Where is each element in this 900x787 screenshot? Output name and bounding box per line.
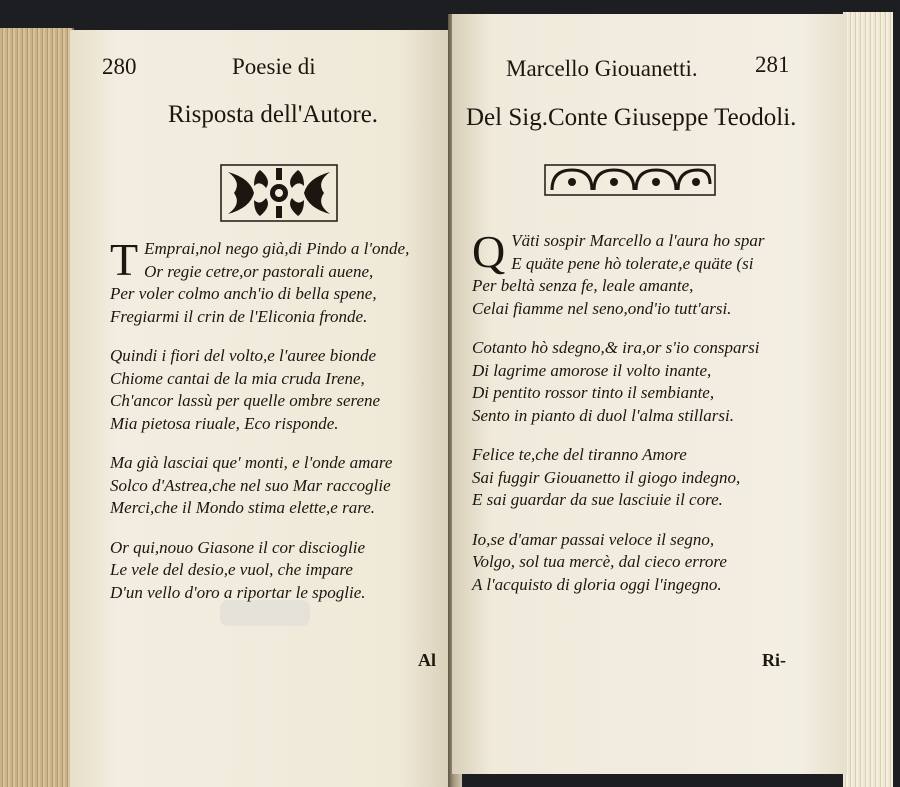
- verse-line: Per beltà senza fe, leale amante,: [472, 276, 694, 295]
- stanza: [110, 537, 455, 605]
- verse-line: Di lagrime amorose il volto inante,: [472, 360, 712, 380]
- verse-line: E quäte pene hò tolerate,e quäte (si: [511, 253, 754, 273]
- drop-cap: Q: [472, 226, 506, 277]
- right-page-edges: [843, 12, 893, 787]
- right-page: [452, 14, 847, 774]
- verse-line: A l'acquisto di gloria oggi l'ingegno.: [472, 574, 722, 594]
- verse-line: Merci,che il Mondo stima elette,e rare.: [110, 498, 375, 517]
- drop-cap: T: [110, 234, 139, 285]
- verse-line: Solco d'Astrea,che nel suo Mar raccoglie: [110, 475, 391, 495]
- stanza: [110, 345, 455, 435]
- verse-line: Sai fuggir Giouanetto il giogo indegno,: [472, 467, 741, 487]
- verse-line: Fregiarmi il crin de l'Eliconia fronde.: [110, 306, 368, 326]
- stanza: [110, 234, 455, 328]
- verse-line: Cotanto hò sdegno,& ira,or s'io consparsi: [472, 338, 760, 357]
- verse-line: Di pentito rossor tinto il sembiante,: [472, 383, 715, 402]
- running-head: Poesie di: [232, 54, 316, 79]
- verse-line: Ma già lasciai que' monti, e l'onde amare: [110, 453, 393, 472]
- stanza: [472, 337, 840, 427]
- verse-line: Celai fiamme nel seno,ond'io tutt'arsi.: [472, 298, 732, 318]
- page-number: 281: [755, 52, 790, 77]
- fleuron-ornament: [220, 164, 338, 222]
- verse-line: Emprai,nol nego già,di Pindo a l'onde,: [144, 239, 410, 258]
- sonnet: [110, 234, 455, 621]
- page-number: 280: [102, 54, 137, 79]
- stanza: [472, 444, 840, 512]
- sonnet: [472, 226, 840, 613]
- verse-line: Per voler colmo anch'io di bella spene,: [110, 284, 377, 303]
- verse-line: Io,se d'amar passai veloce il segno,: [472, 529, 715, 549]
- verse-line: Volgo, sol tua mercè, dal cieco errore: [472, 552, 727, 571]
- catchword: Ri-: [762, 650, 786, 670]
- verse-line: Mia pietosa riuale, Eco risponde.: [110, 413, 339, 433]
- verse-line: Quindi i fiori del volto,e l'auree bionde: [110, 346, 376, 365]
- left-page: [70, 30, 458, 787]
- verse-line: Le vele del desio,e vuol, che impare: [110, 560, 353, 579]
- verse-line: Väti sospir Marcello a l'aura ho spar: [511, 231, 765, 250]
- verse-line: Or regie cetre,or pastorali auene,: [144, 261, 374, 281]
- verse-line: Chiome cantai de la mia cruda Irene,: [110, 368, 365, 388]
- poem-title: Del Sig.Conte Giuseppe Teodoli.: [466, 104, 797, 131]
- verse-line: Or qui,nouo Giasone il cor discioglie: [110, 537, 365, 557]
- verse-line: E sai guardar da sue lasciuie il core.: [472, 490, 723, 509]
- headpiece-ornament: [544, 164, 716, 196]
- running-head: Marcello Giouanetti.: [506, 56, 698, 81]
- stanza: [472, 226, 840, 320]
- left-page-edges: [0, 28, 74, 787]
- stanza: [110, 452, 455, 520]
- catchword: Al: [418, 650, 436, 670]
- poem-title: Risposta dell'Autore.: [168, 101, 379, 128]
- stanza: [472, 529, 840, 597]
- verse-line: Ch'ancor lassù per quelle ombre serene: [110, 391, 381, 410]
- verse-line: Sento in pianto di duol l'alma stillarsi.: [472, 405, 734, 425]
- verse-line: Felice te,che del tiranno Amore: [472, 445, 687, 464]
- verse-line: D'un vello d'oro a riportar le spoglie.: [110, 582, 366, 602]
